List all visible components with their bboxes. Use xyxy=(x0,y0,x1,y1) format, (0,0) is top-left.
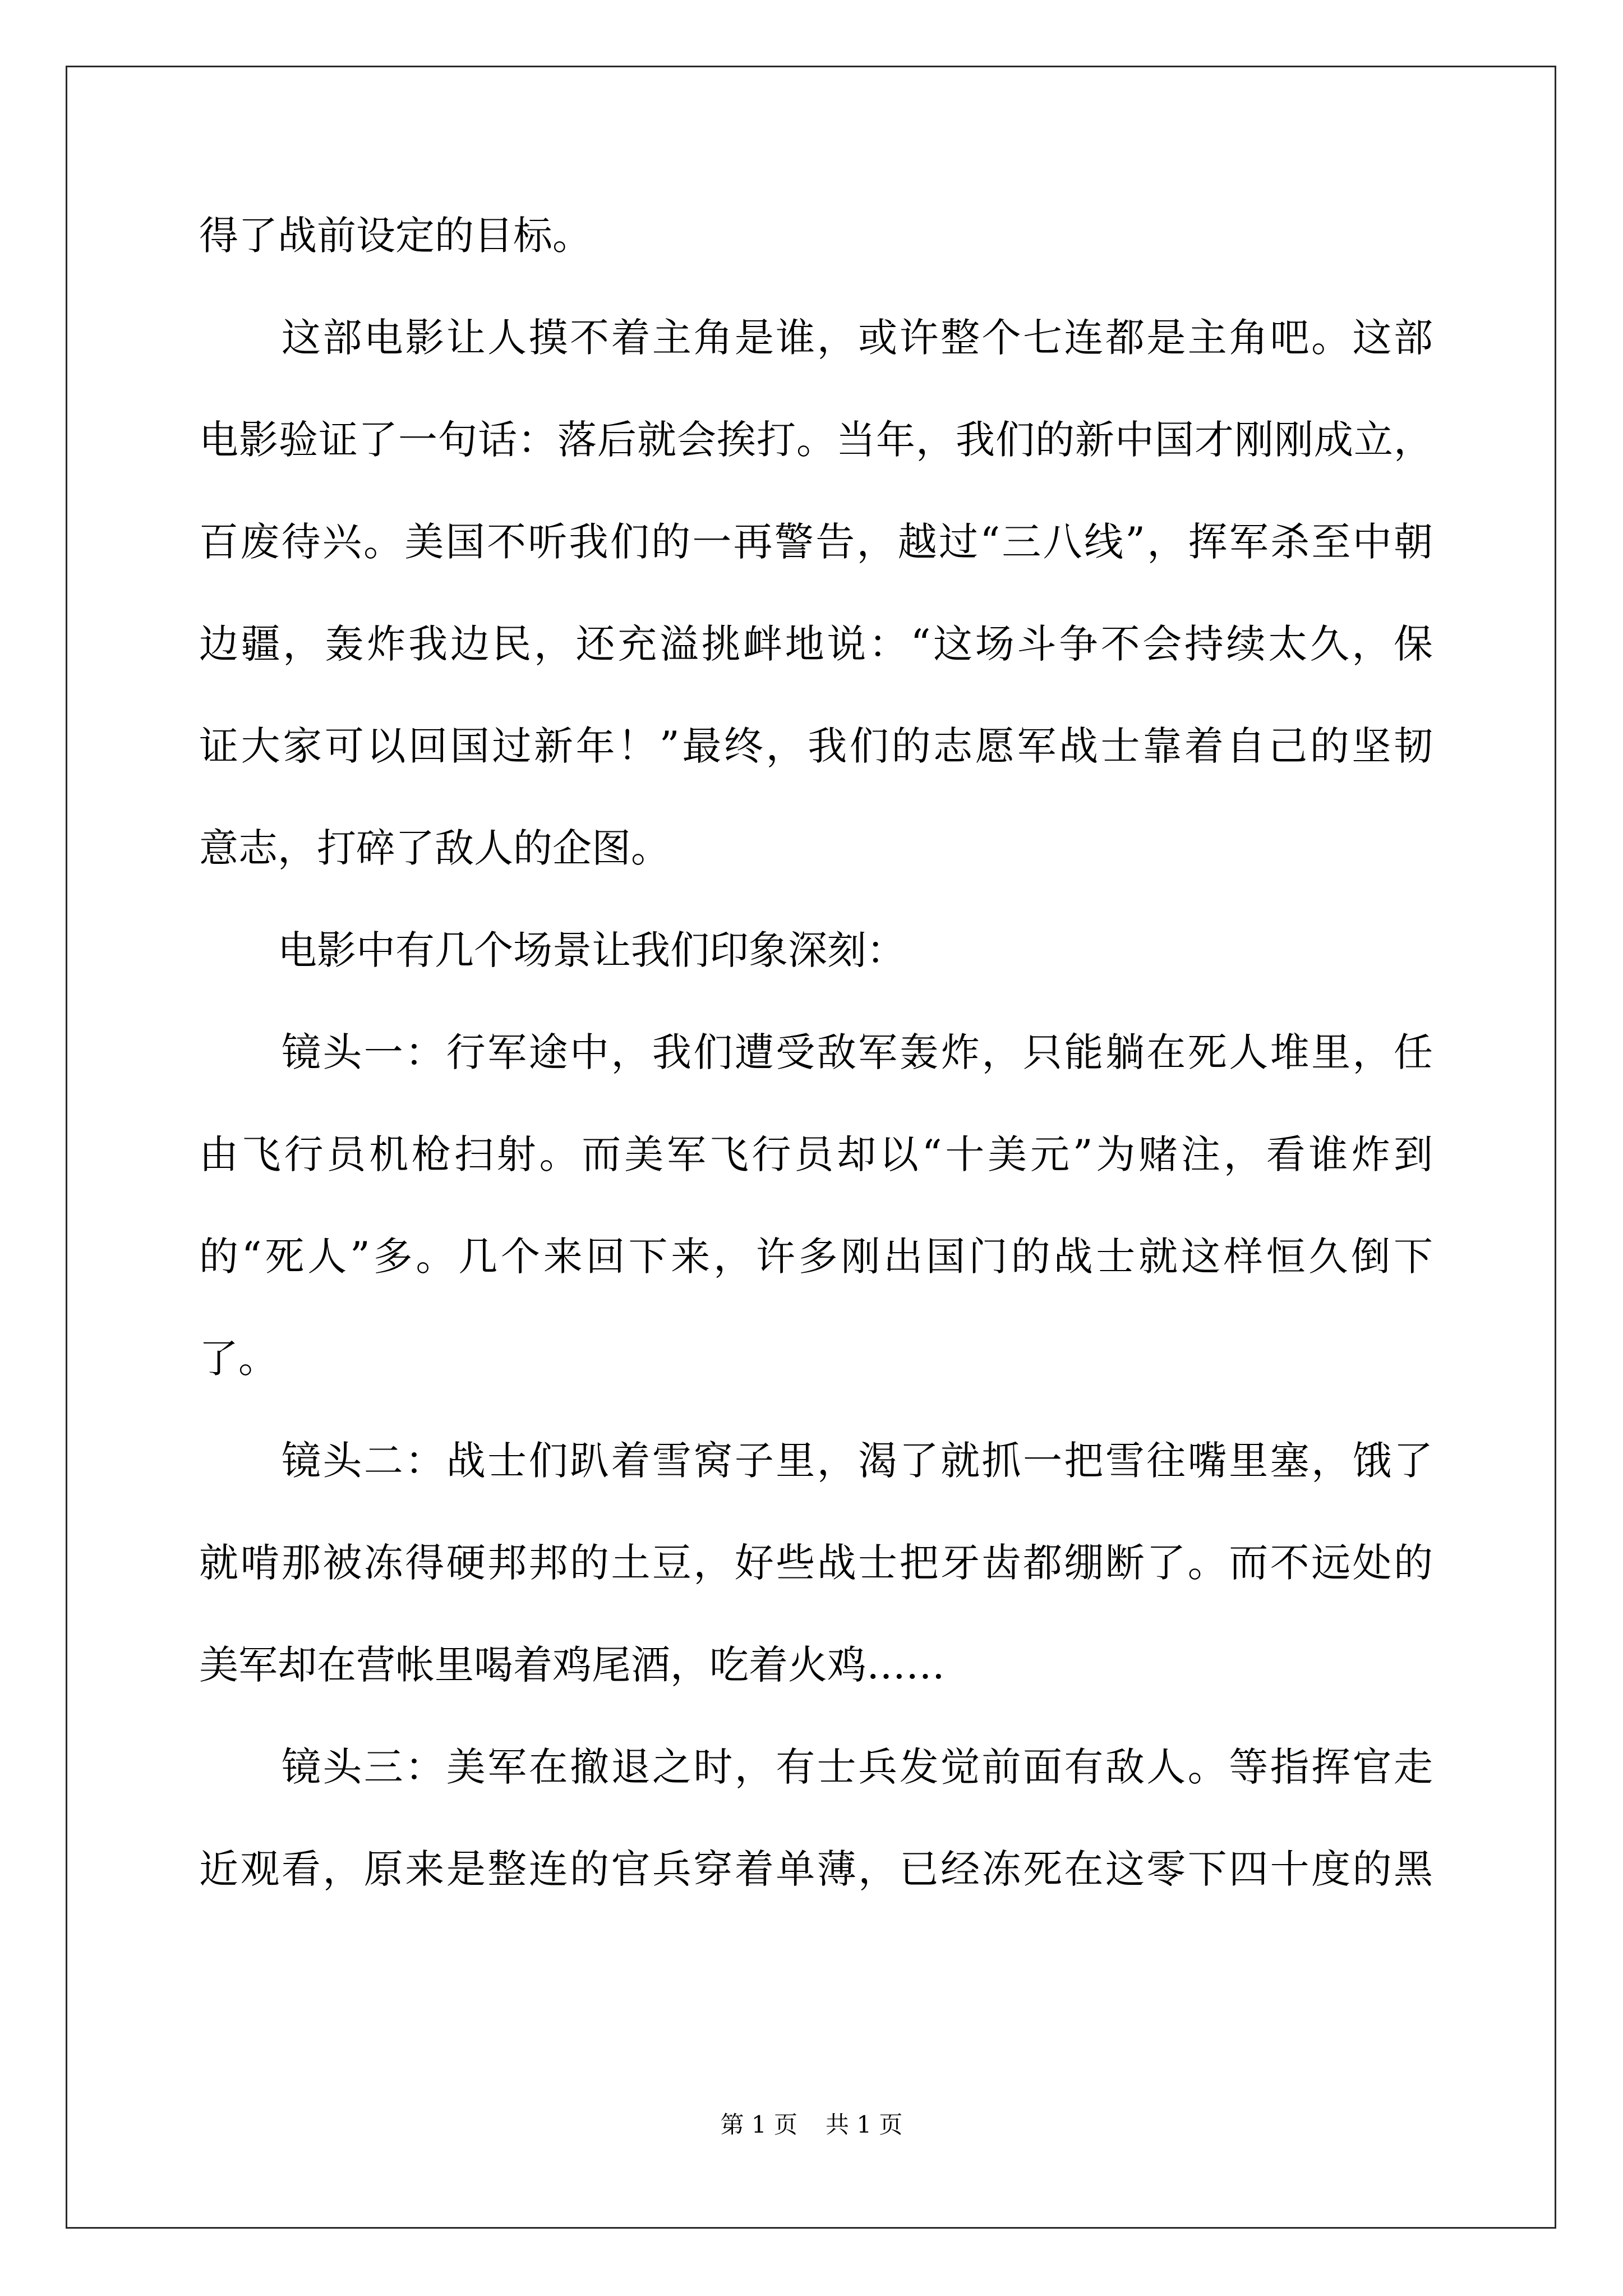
text-line: 近观看，原来是整连的官兵穿着单薄，已经冻死在这零下四十度的黑 xyxy=(199,1846,1433,1892)
text-line: 的“死人”多。几个来回下来，许多刚出国门的战士就这样恒久倒下 xyxy=(199,1234,1433,1280)
text-line: 美军却在营帐里喝着鸡尾酒，吃着火鸡…… xyxy=(199,1642,945,1688)
text-line: 证大家可以回国过新年！”最终，我们的志愿军战士靠着自己的坚韧 xyxy=(199,723,1433,769)
page-number: 第 1 页 xyxy=(720,2111,797,2138)
text-line: 镜头三：美军在撤退之时，有士兵发觉前面有敌人。等指挥官走 xyxy=(199,1744,1433,1790)
text-line: 得了战前设定的目标。 xyxy=(199,213,592,259)
text-line: 百废待兴。美国不听我们的一再警告，越过“三八线”，挥军杀至中朝 xyxy=(199,519,1433,565)
text-line: 就啃那被冻得硬邦邦的土豆，好些战士把牙齿都绷断了。而不远处的 xyxy=(199,1540,1433,1586)
text-line: 了。 xyxy=(199,1336,278,1382)
text-line: 镜头二：战士们趴着雪窝子里，渴了就抓一把雪往嘴里塞，饿了 xyxy=(199,1438,1433,1484)
page-footer xyxy=(0,2109,1623,2141)
text-line: 这部电影让人摸不着主角是谁，或许整个七连都是主角吧。这部 xyxy=(199,315,1433,361)
text-line: 意志，打碎了敌人的企图。 xyxy=(199,825,670,871)
page-total: 共 1 页 xyxy=(826,2111,903,2138)
text-line: 电影中有几个场景让我们印象深刻： xyxy=(199,927,906,973)
text-line: 边疆，轰炸我边民，还充溢挑衅地说：“这场斗争不会持续太久，保 xyxy=(199,621,1433,667)
text-line: 电影验证了一句话：落后就会挨打。当年，我们的新中国才刚刚成立， xyxy=(199,417,1433,463)
text-line: 由飞行员机枪扫射。而美军飞行员却以“十美元”为赌注，看谁炸到 xyxy=(199,1131,1433,1177)
text-line: 镜头一：行军途中，我们遭受敌军轰炸，只能躺在死人堆里，任 xyxy=(199,1029,1433,1075)
